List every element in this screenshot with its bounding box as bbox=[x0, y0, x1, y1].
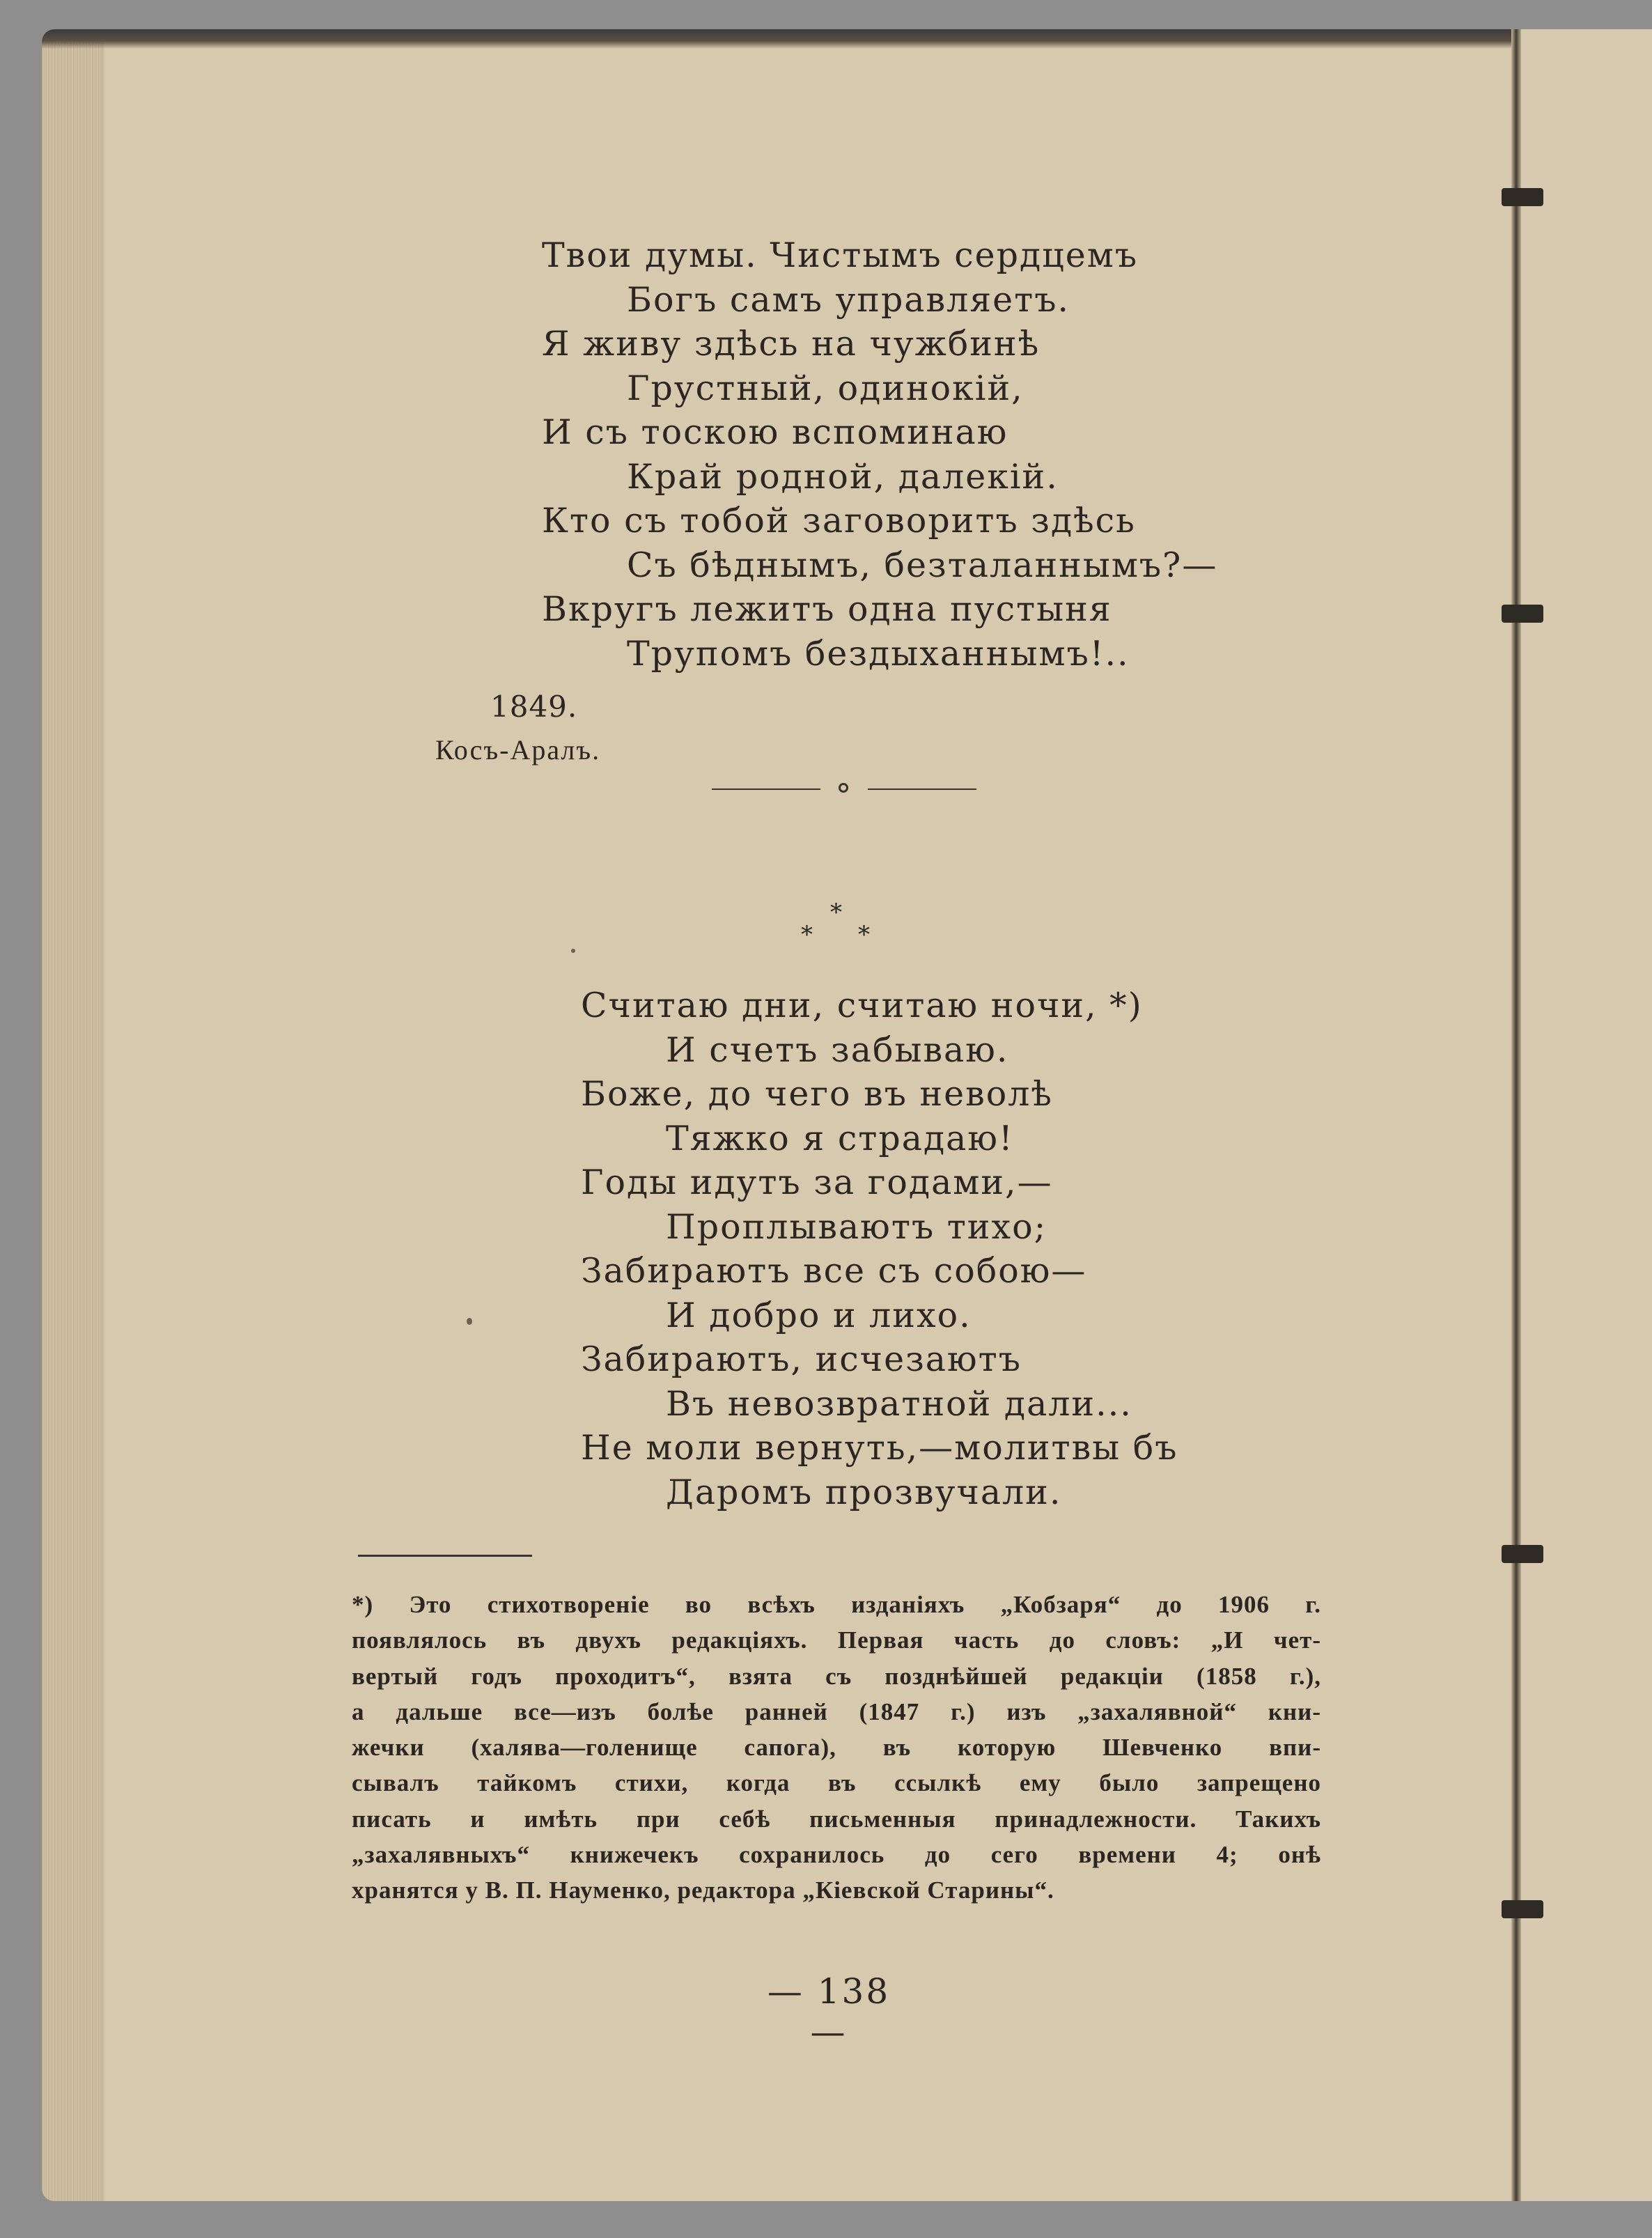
verse-line: Трупомъ бездыханнымъ!.. bbox=[627, 633, 1130, 674]
verse-line: Считаю дни, считаю ночи, *) bbox=[581, 986, 1143, 1025]
book-gutter bbox=[1511, 29, 1521, 2201]
verse-line: Забираютъ все съ собою— bbox=[581, 1251, 1087, 1291]
paper-speck bbox=[571, 949, 575, 953]
footnote-line: жечки (халява—голенище сапога), въ которую Шевченко впи- bbox=[352, 1734, 1321, 1762]
binding-tab bbox=[1502, 605, 1543, 623]
footnote-line: „захалявныхъ“ книжечекъ сохранилось до сего времени 4; онѣ bbox=[352, 1841, 1321, 1869]
poem-top bbox=[542, 233, 1217, 676]
verse-line: Кто съ тобой заговоритъ здѣсь bbox=[542, 501, 1136, 541]
separator-ornament bbox=[839, 783, 848, 793]
poem-date: 1849. bbox=[490, 690, 578, 724]
footnote-line: вертый годъ проходитъ“, взята съ позднѣйшей редакціи (1858 г.), bbox=[352, 1662, 1321, 1690]
binding-tab bbox=[1502, 1545, 1543, 1563]
verse-line: Грустный, одинокій, bbox=[627, 368, 1024, 408]
footnote-line: а дальше все—изъ болѣе ранней (1847 г.) изъ „захалявной“ кни- bbox=[352, 1697, 1321, 1725]
binding-tab bbox=[1502, 188, 1543, 206]
verse-line: Съ бѣднымъ, безталаннымъ?— bbox=[627, 545, 1218, 585]
footnote-line: писать и имѣть при себѣ письменныя принадлежности. Такихъ bbox=[352, 1805, 1321, 1833]
verse-line: Въ невозвратной дали... bbox=[666, 1383, 1132, 1424]
poem-place: Косъ-Аралъ. bbox=[435, 734, 601, 766]
paper-speck bbox=[467, 1318, 472, 1325]
verse-line: Боже, до чего въ неволѣ bbox=[581, 1074, 1053, 1114]
binding-tab bbox=[1502, 1900, 1543, 1918]
verse-line: Я живу здѣсь на чужбинѣ bbox=[542, 324, 1041, 364]
footnote-line: сывалъ тайкомъ стихи, когда въ ссылкѣ ему было запрещено bbox=[352, 1769, 1321, 1797]
facing-page-edge bbox=[1521, 29, 1652, 2201]
verse-line: Тяжко я страдаю! bbox=[666, 1118, 1014, 1158]
asterism bbox=[794, 899, 891, 954]
verse-line: Годы идутъ за годами,— bbox=[581, 1163, 1053, 1202]
verse-line: Забираютъ, исчезаютъ bbox=[581, 1339, 1022, 1379]
verse-line: Богъ самъ управляетъ. bbox=[627, 279, 1070, 320]
asterisk: * bbox=[858, 921, 870, 949]
footnote-line: хранятся у В. П. Науменко, редактора „Кіевской Старины“. bbox=[352, 1876, 1054, 1904]
footnote-line: появлялось въ двухъ редакціяхъ. Первая часть до словъ: „И чет- bbox=[352, 1626, 1321, 1654]
page-edges bbox=[42, 29, 104, 2201]
poem-bottom bbox=[581, 984, 1178, 1514]
verse-line: И съ тоскою вспоминаю bbox=[542, 412, 1008, 452]
page-number: — 138 — bbox=[767, 1971, 891, 2052]
verse-line: Вкругъ лежитъ одна пустыня bbox=[542, 589, 1112, 629]
page-top-shadow bbox=[42, 29, 1652, 49]
separator-rule bbox=[868, 788, 976, 790]
verse-line: И счетъ забываю. bbox=[666, 1029, 1009, 1070]
footnote-line: *) Это стихотвореніе во всѣхъ изданіяхъ „Кобзаря“ до 1906 г. bbox=[352, 1591, 1321, 1618]
separator-rule bbox=[712, 788, 820, 790]
verse-line: Твои думы. Чистымъ сердцемъ bbox=[542, 235, 1138, 275]
section-separator bbox=[712, 773, 976, 804]
footnote-rule bbox=[358, 1555, 532, 1557]
footnote bbox=[352, 1587, 1321, 1909]
verse-line: Проплываютъ тихо; bbox=[666, 1206, 1047, 1247]
verse-line: Не моли вернуть,—молитвы бъ bbox=[581, 1428, 1178, 1468]
verse-line: Даромъ прозвучали. bbox=[666, 1472, 1062, 1512]
verse-line: Край родной, далекій. bbox=[627, 456, 1059, 497]
asterisk: * bbox=[830, 899, 842, 926]
verse-line: И добро и лихо. bbox=[666, 1295, 972, 1335]
asterisk: * bbox=[801, 921, 813, 949]
